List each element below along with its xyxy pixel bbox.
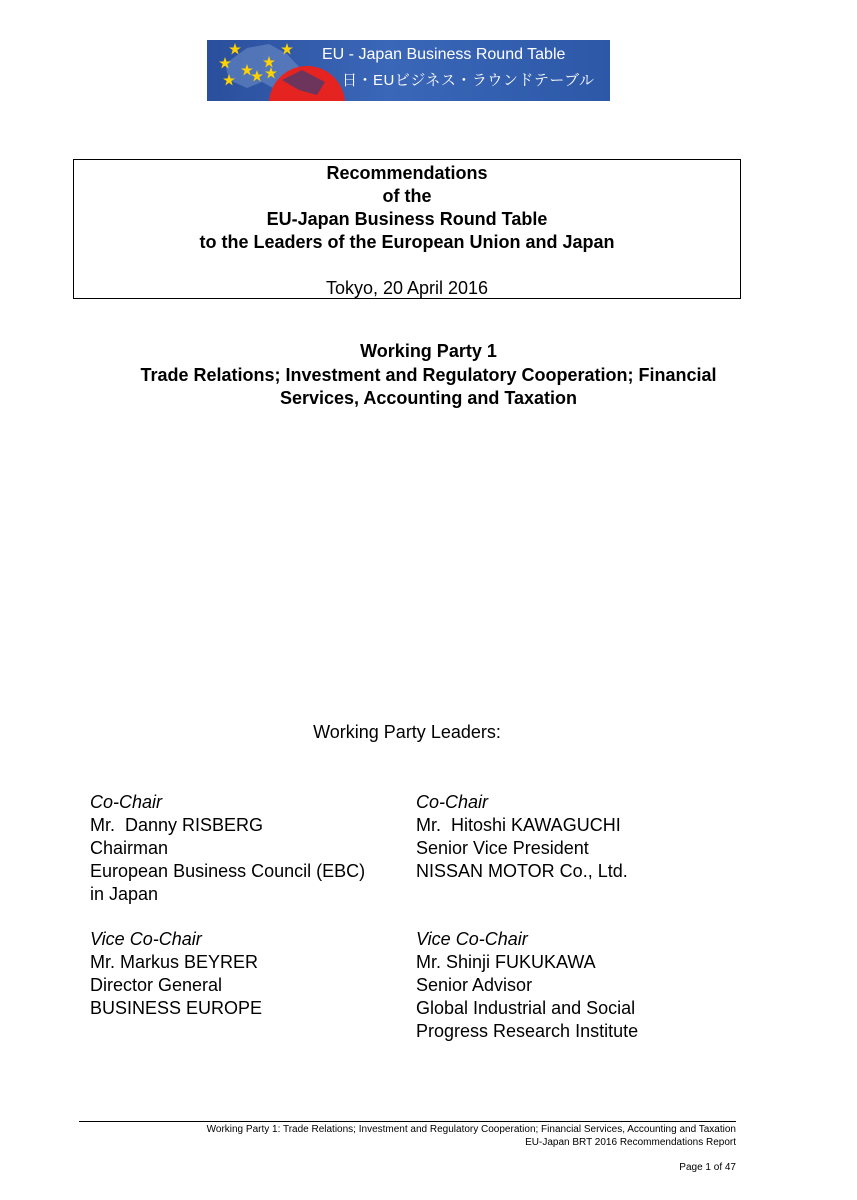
right-vice-title: Senior Advisor (416, 975, 533, 995)
footer-line-1: Working Party 1: Trade Relations; Investment and Regulatory Cooperation; Financial Services, Accounting and Taxation (206, 1124, 736, 1135)
right-leaders-column (416, 791, 638, 1043)
leaders-heading: Working Party Leaders: (313, 722, 501, 742)
working-party-subtitle-2: Services, Accounting and Taxation (279, 388, 578, 408)
title-line-2: of the (382, 186, 432, 206)
right-cochair-name: Mr. Hitoshi KAWAGUCHI (416, 815, 621, 835)
right-cochair-role: Co-Chair (416, 792, 489, 812)
footer-divider (79, 1121, 736, 1122)
footer-line-2: EU-Japan BRT 2016 Recommendations Report (525, 1137, 736, 1148)
left-vice-name: Mr. Markus BEYRER (90, 952, 259, 972)
left-vice-title: Director General (90, 975, 223, 995)
title-line-1: Recommendations (326, 163, 488, 183)
brt-logo-banner (207, 40, 610, 101)
banner-title-en: EU - Japan Business Round Table (322, 46, 566, 63)
right-vice-org-2: Progress Research Institute (416, 1021, 639, 1041)
right-vice-org-1: Global Industrial and Social (416, 998, 636, 1018)
working-party-name: Working Party 1 (360, 341, 497, 361)
right-cochair-org-1: NISSAN MOTOR Co., Ltd. (416, 861, 628, 881)
right-vice-role: Vice Co-Chair (416, 929, 528, 949)
left-cochair-org-2: in Japan (90, 884, 159, 904)
left-vice-org-1: BUSINESS EUROPE (90, 998, 263, 1018)
left-vice-role: Vice Co-Chair (90, 929, 202, 949)
left-leaders-column (90, 791, 365, 1020)
banner-title-jp: 日・EUビジネス・ラウンドテーブル (342, 72, 595, 89)
report-title-box (73, 159, 741, 299)
left-cochair-name: Mr. Danny RISBERG (90, 815, 264, 835)
report-date: Tokyo, 20 April 2016 (325, 278, 489, 298)
left-cochair-title: Chairman (90, 838, 169, 858)
right-vice-name: Mr. Shinji FUKUKAWA (416, 952, 596, 972)
title-line-3: EU-Japan Business Round Table (266, 209, 548, 229)
left-cochair-org-1: European Business Council (EBC) (90, 861, 366, 881)
left-cochair-role: Co-Chair (90, 792, 163, 812)
working-party-subtitle-1: Trade Relations; Investment and Regulatory Cooperation; Financial (140, 365, 717, 385)
title-line-4: to the Leaders of the European Union and Japan (199, 232, 615, 252)
page-number: Page 1 of 47 (679, 1162, 736, 1173)
right-cochair-title: Senior Vice President (416, 838, 589, 858)
